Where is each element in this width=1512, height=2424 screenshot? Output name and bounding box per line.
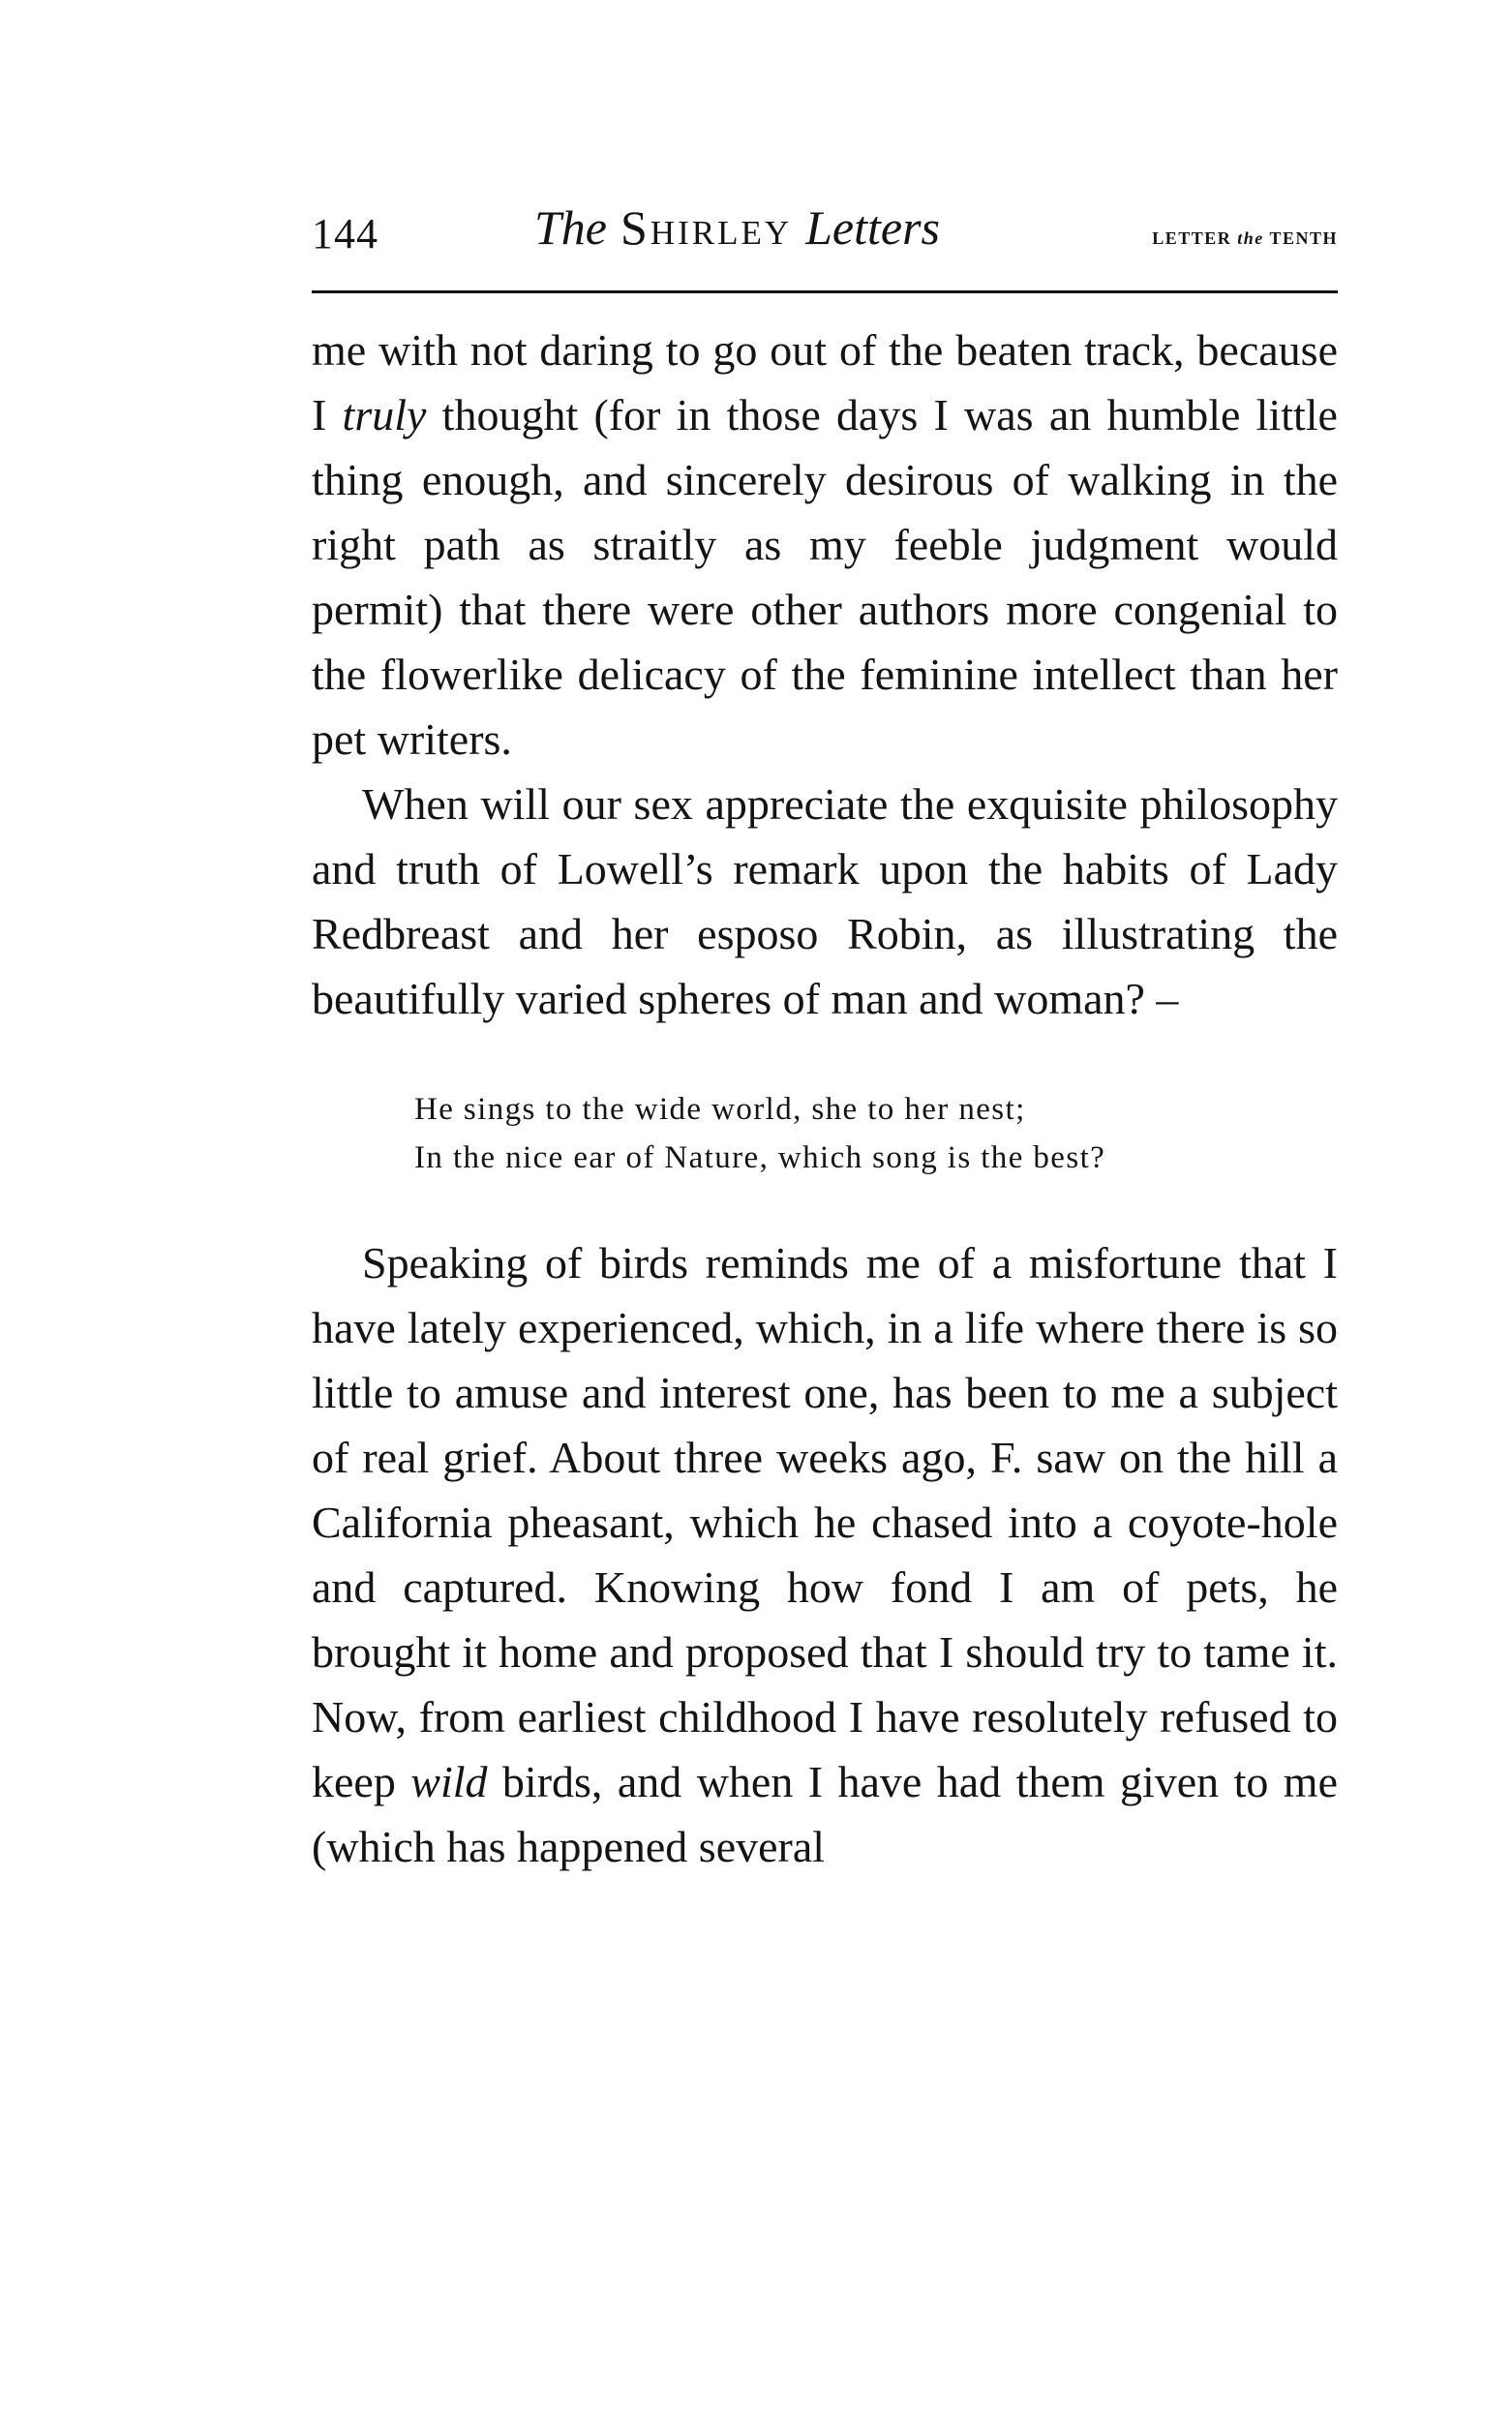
title-shirley: Shirley — [620, 200, 793, 255]
page-number: 144 — [312, 210, 378, 258]
paragraph-3-text: Speaking of birds reminds me of a misfortune that I have lately experienced, which, in a life where there is so little to amuse and interest one, has been to me a subject of real grief. About three weeks ago, F. saw on the hill a California pheasant, which he chased into a coyote-hole and captured. Knowing how fond I am of pets, he brought it home and proposed that I should try to tame it. Now, from earliest childhood I have resolutely refused to keep — [312, 1238, 1338, 1806]
letter-label-tenth: TENTH — [1269, 228, 1338, 248]
header-rule — [312, 290, 1338, 293]
running-title — [534, 199, 940, 256]
letter-label-letter: LETTER — [1152, 228, 1232, 248]
verse-quote — [414, 1085, 1338, 1182]
paragraph-3-italic: wild — [410, 1757, 488, 1806]
letter-label-the: the — [1237, 228, 1264, 248]
paragraph-1-italic: truly — [342, 390, 427, 439]
running-header — [312, 199, 1338, 275]
paragraph-3-rest: birds, and when I have had them given to me (which has happened several — [312, 1757, 1338, 1871]
paragraph-1-rest: thought (for in those days I was an humble little thing enough, and sincerely desirous of walking in the right path as straitly as my feeble judgment would permit) that there were other authors more congenial to the flowerlike delicacy of the feminine intellect than her pet writers. — [312, 390, 1338, 764]
verse-line-1: He sings to the wide world, she to her nest; — [414, 1092, 1026, 1127]
paragraph-3 — [312, 1230, 1338, 1879]
title-the: The — [534, 200, 607, 255]
page-body — [312, 318, 1338, 1879]
paragraph-1-text: me with not daring to go out of the beaten track, because I — [312, 325, 1338, 439]
letter-label — [1152, 228, 1338, 249]
paragraph-2: When will our sex appreciate the exquisite philosophy and truth of Lowell’s remark upon the habits of Lady Redbreast and her esposo Robin, as illustrating the beautifully varied spheres of man and woman? – — [312, 779, 1338, 1023]
paragraph-1 — [312, 318, 1338, 772]
verse-line-2: In the nice ear of Nature, which song is the best? — [414, 1140, 1106, 1175]
title-letters: Letters — [805, 200, 941, 255]
